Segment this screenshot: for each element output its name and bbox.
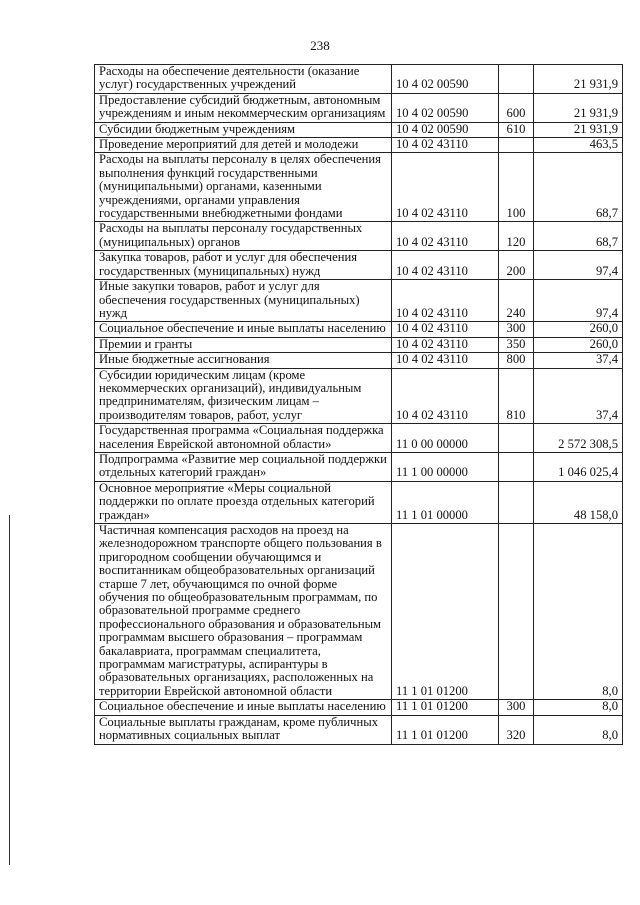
table-row	[95, 481, 623, 523]
table-row	[95, 122, 623, 137]
table-row	[95, 337, 623, 352]
row-code: 10 4 02 43110	[392, 153, 499, 222]
table-row	[95, 251, 623, 280]
row-name: Расходы на обеспечение деятельности (оказание услуг) государственных учреждений	[95, 65, 392, 94]
row-code: 10 4 02 43110	[392, 251, 499, 280]
margin-line	[9, 515, 10, 865]
row-amount: 97,4	[534, 251, 623, 280]
row-name: Проведение мероприятий для детей и молодежи	[95, 138, 392, 153]
row-amount: 37,4	[534, 353, 623, 368]
row-amount: 97,4	[534, 280, 623, 322]
row-name: Социальное обеспечение и иные выплаты населению	[95, 322, 392, 337]
row-expense-type	[499, 65, 534, 94]
table-row	[95, 368, 623, 424]
row-amount: 2 572 308,5	[534, 424, 623, 453]
row-amount: 48 158,0	[534, 481, 623, 523]
row-amount: 68,7	[534, 222, 623, 251]
table-row	[95, 280, 623, 322]
table-row	[95, 715, 623, 744]
row-expense-type: 600	[499, 93, 534, 122]
row-amount: 1 046 025,4	[534, 452, 623, 481]
row-amount: 463,5	[534, 138, 623, 153]
row-expense-type	[499, 424, 534, 453]
row-name: Подпрограмма «Развитие мер социальной поддержки отдельных категорий граждан»	[95, 452, 392, 481]
row-expense-type	[499, 452, 534, 481]
row-code: 11 1 00 00000	[392, 452, 499, 481]
row-amount: 21 931,9	[534, 122, 623, 137]
table-row	[95, 153, 623, 222]
row-code: 11 0 00 00000	[392, 424, 499, 453]
row-amount: 260,0	[534, 337, 623, 352]
row-expense-type	[499, 138, 534, 153]
row-code: 10 4 02 43110	[392, 280, 499, 322]
table-row	[95, 93, 623, 122]
table-row	[95, 322, 623, 337]
row-code: 10 4 02 43110	[392, 353, 499, 368]
row-code: 10 4 02 43110	[392, 337, 499, 352]
row-expense-type: 610	[499, 122, 534, 137]
table-row	[95, 524, 623, 700]
row-code: 11 1 01 00000	[392, 481, 499, 523]
table-row	[95, 353, 623, 368]
row-code: 10 4 02 43110	[392, 322, 499, 337]
row-amount: 8,0	[534, 700, 623, 715]
row-amount: 37,4	[534, 368, 623, 424]
row-amount: 8,0	[534, 524, 623, 700]
table-row	[95, 424, 623, 453]
row-name: Субсидии юридическим лицам (кроме некоммерческих организаций), индивидуальным предпринимателям, физическим лицам – производителям товаров, работ, услуг	[95, 368, 392, 424]
row-amount: 21 931,9	[534, 65, 623, 94]
row-name: Субсидии бюджетным учреждениям	[95, 122, 392, 137]
row-name: Премии и гранты	[95, 337, 392, 352]
row-code: 10 4 02 43110	[392, 368, 499, 424]
row-code: 11 1 01 01200	[392, 524, 499, 700]
table-row	[95, 138, 623, 153]
row-code: 10 4 02 00590	[392, 65, 499, 94]
row-expense-type: 810	[499, 368, 534, 424]
row-amount: 8,0	[534, 715, 623, 744]
row-code: 10 4 02 43110	[392, 222, 499, 251]
row-amount: 68,7	[534, 153, 623, 222]
row-code: 11 1 01 01200	[392, 715, 499, 744]
row-expense-type: 320	[499, 715, 534, 744]
row-expense-type: 800	[499, 353, 534, 368]
page-number: 238	[310, 38, 330, 53]
row-expense-type	[499, 524, 534, 700]
row-name: Социальное обеспечение и иные выплаты населению	[95, 700, 392, 715]
budget-table	[94, 64, 623, 745]
table-row	[95, 222, 623, 251]
row-amount: 260,0	[534, 322, 623, 337]
row-name: Иные бюджетные ассигнования	[95, 353, 392, 368]
row-name: Основное мероприятие «Меры социальной поддержки по оплате проезда отдельных категорий граждан»	[95, 481, 392, 523]
row-expense-type: 240	[499, 280, 534, 322]
row-expense-type: 300	[499, 700, 534, 715]
table-row	[95, 65, 623, 94]
row-name: Расходы на выплаты персоналу государственных (муниципальных) органов	[95, 222, 392, 251]
row-name: Закупка товаров, работ и услуг для обеспечения государственных (муниципальных) нужд	[95, 251, 392, 280]
row-expense-type: 350	[499, 337, 534, 352]
table-row	[95, 700, 623, 715]
row-name: Расходы на выплаты персоналу в целях обеспечения выполнения функций государственными (муниципальными) органами, казенными учреждениями, органами управления государственными внебюджетными фондами	[95, 153, 392, 222]
row-code: 11 1 01 01200	[392, 700, 499, 715]
row-expense-type: 120	[499, 222, 534, 251]
row-name: Предоставление субсидий бюджетным, автономным учреждениям и иным некоммерческим организациям	[95, 93, 392, 122]
row-expense-type: 100	[499, 153, 534, 222]
row-amount: 21 931,9	[534, 93, 623, 122]
row-name: Иные закупки товаров, работ и услуг для обеспечения государственных (муниципальных) нужд	[95, 280, 392, 322]
row-name: Социальные выплаты гражданам, кроме публичных нормативных социальных выплат	[95, 715, 392, 744]
row-expense-type: 300	[499, 322, 534, 337]
row-name: Частичная компенсация расходов на проезд на железнодорожном транспорте общего пользования в пригородном сообщении обучающимся и воспитанникам общеобразовательных организаций старше 7 лет, обучающимся по очной форме обучения по общеобразовательным программам, по образовательной программе среднего профессионального образования и образовательным программам высшего образования – программам бакалавриата, программам специалитета, программам магистратуры, аспирантуры в образовательных организациях, расположенных на территории Еврейской автономной области	[95, 524, 392, 700]
row-code: 10 4 02 43110	[392, 138, 499, 153]
row-expense-type: 200	[499, 251, 534, 280]
table-row	[95, 452, 623, 481]
row-expense-type	[499, 481, 534, 523]
row-code: 10 4 02 00590	[392, 122, 499, 137]
row-code: 10 4 02 00590	[392, 93, 499, 122]
row-name: Государственная программа «Социальная поддержка населения Еврейской автономной области»	[95, 424, 392, 453]
